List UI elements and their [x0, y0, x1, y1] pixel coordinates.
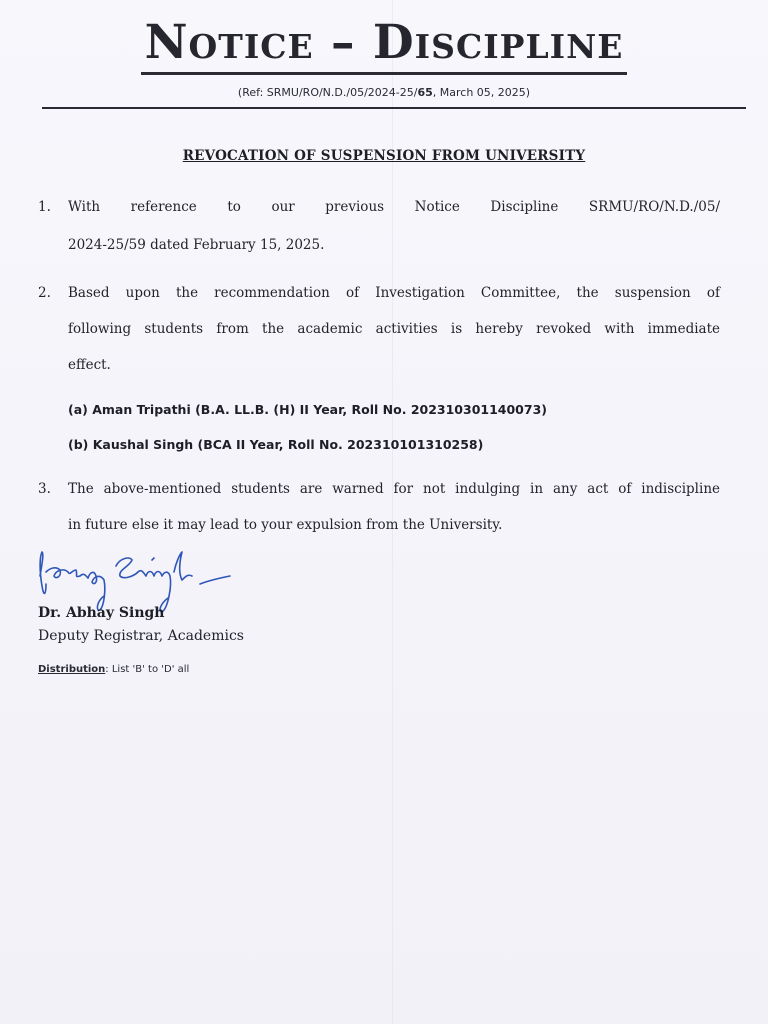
student-item: (a) Aman Tripathi (B.A. LL.B. (H) II Year, Roll No. 202310301140073): [68, 402, 547, 417]
point-2-line-3: effect.: [68, 357, 111, 373]
point-1-line-2: 2024-25/59 dated February 15, 2025.: [68, 237, 325, 253]
header-divider: [42, 107, 746, 109]
notice-title: Notice – Discipline: [141, 14, 628, 75]
point-2-line-1: Based upon the recommendation of Investigation Committee, the suspension of: [68, 285, 720, 301]
point-2-line-2: following students from the academic activities is hereby revoked with immediate: [68, 321, 720, 337]
reference-number: 65: [417, 86, 433, 99]
point-1-number: 1.: [38, 199, 51, 215]
reference-line: [0, 86, 768, 99]
point-3-line-2: in future else it may lead to your expulsion from the University.: [68, 517, 503, 533]
distribution-label: Distribution: [38, 664, 106, 675]
distribution-text: : List 'B' to 'D' all: [105, 664, 190, 675]
point-3-number: 3.: [38, 481, 51, 497]
distribution-line: [38, 664, 189, 675]
reference-prefix: (Ref: SRMU/RO/N.D./05/2024-25/: [237, 86, 418, 99]
point-1-line-1: With reference to our previous Notice Discipline SRMU/RO/N.D./05/: [68, 199, 720, 215]
signatory-name: Dr. Abhay Singh: [38, 605, 165, 621]
point-2-number: 2.: [38, 285, 51, 301]
reference-suffix: , March 05, 2025): [432, 86, 531, 99]
student-item: (b) Kaushal Singh (BCA II Year, Roll No. 202310101310258): [68, 437, 484, 452]
signatory-designation: Deputy Registrar, Academics: [38, 628, 244, 644]
point-3-line-1: The above-mentioned students are warned for not indulging in any act of indiscipline: [68, 481, 720, 497]
notice-heading: REVOCATION OF SUSPENSION FROM UNIVERSITY: [182, 148, 586, 164]
title-block: [0, 14, 768, 75]
